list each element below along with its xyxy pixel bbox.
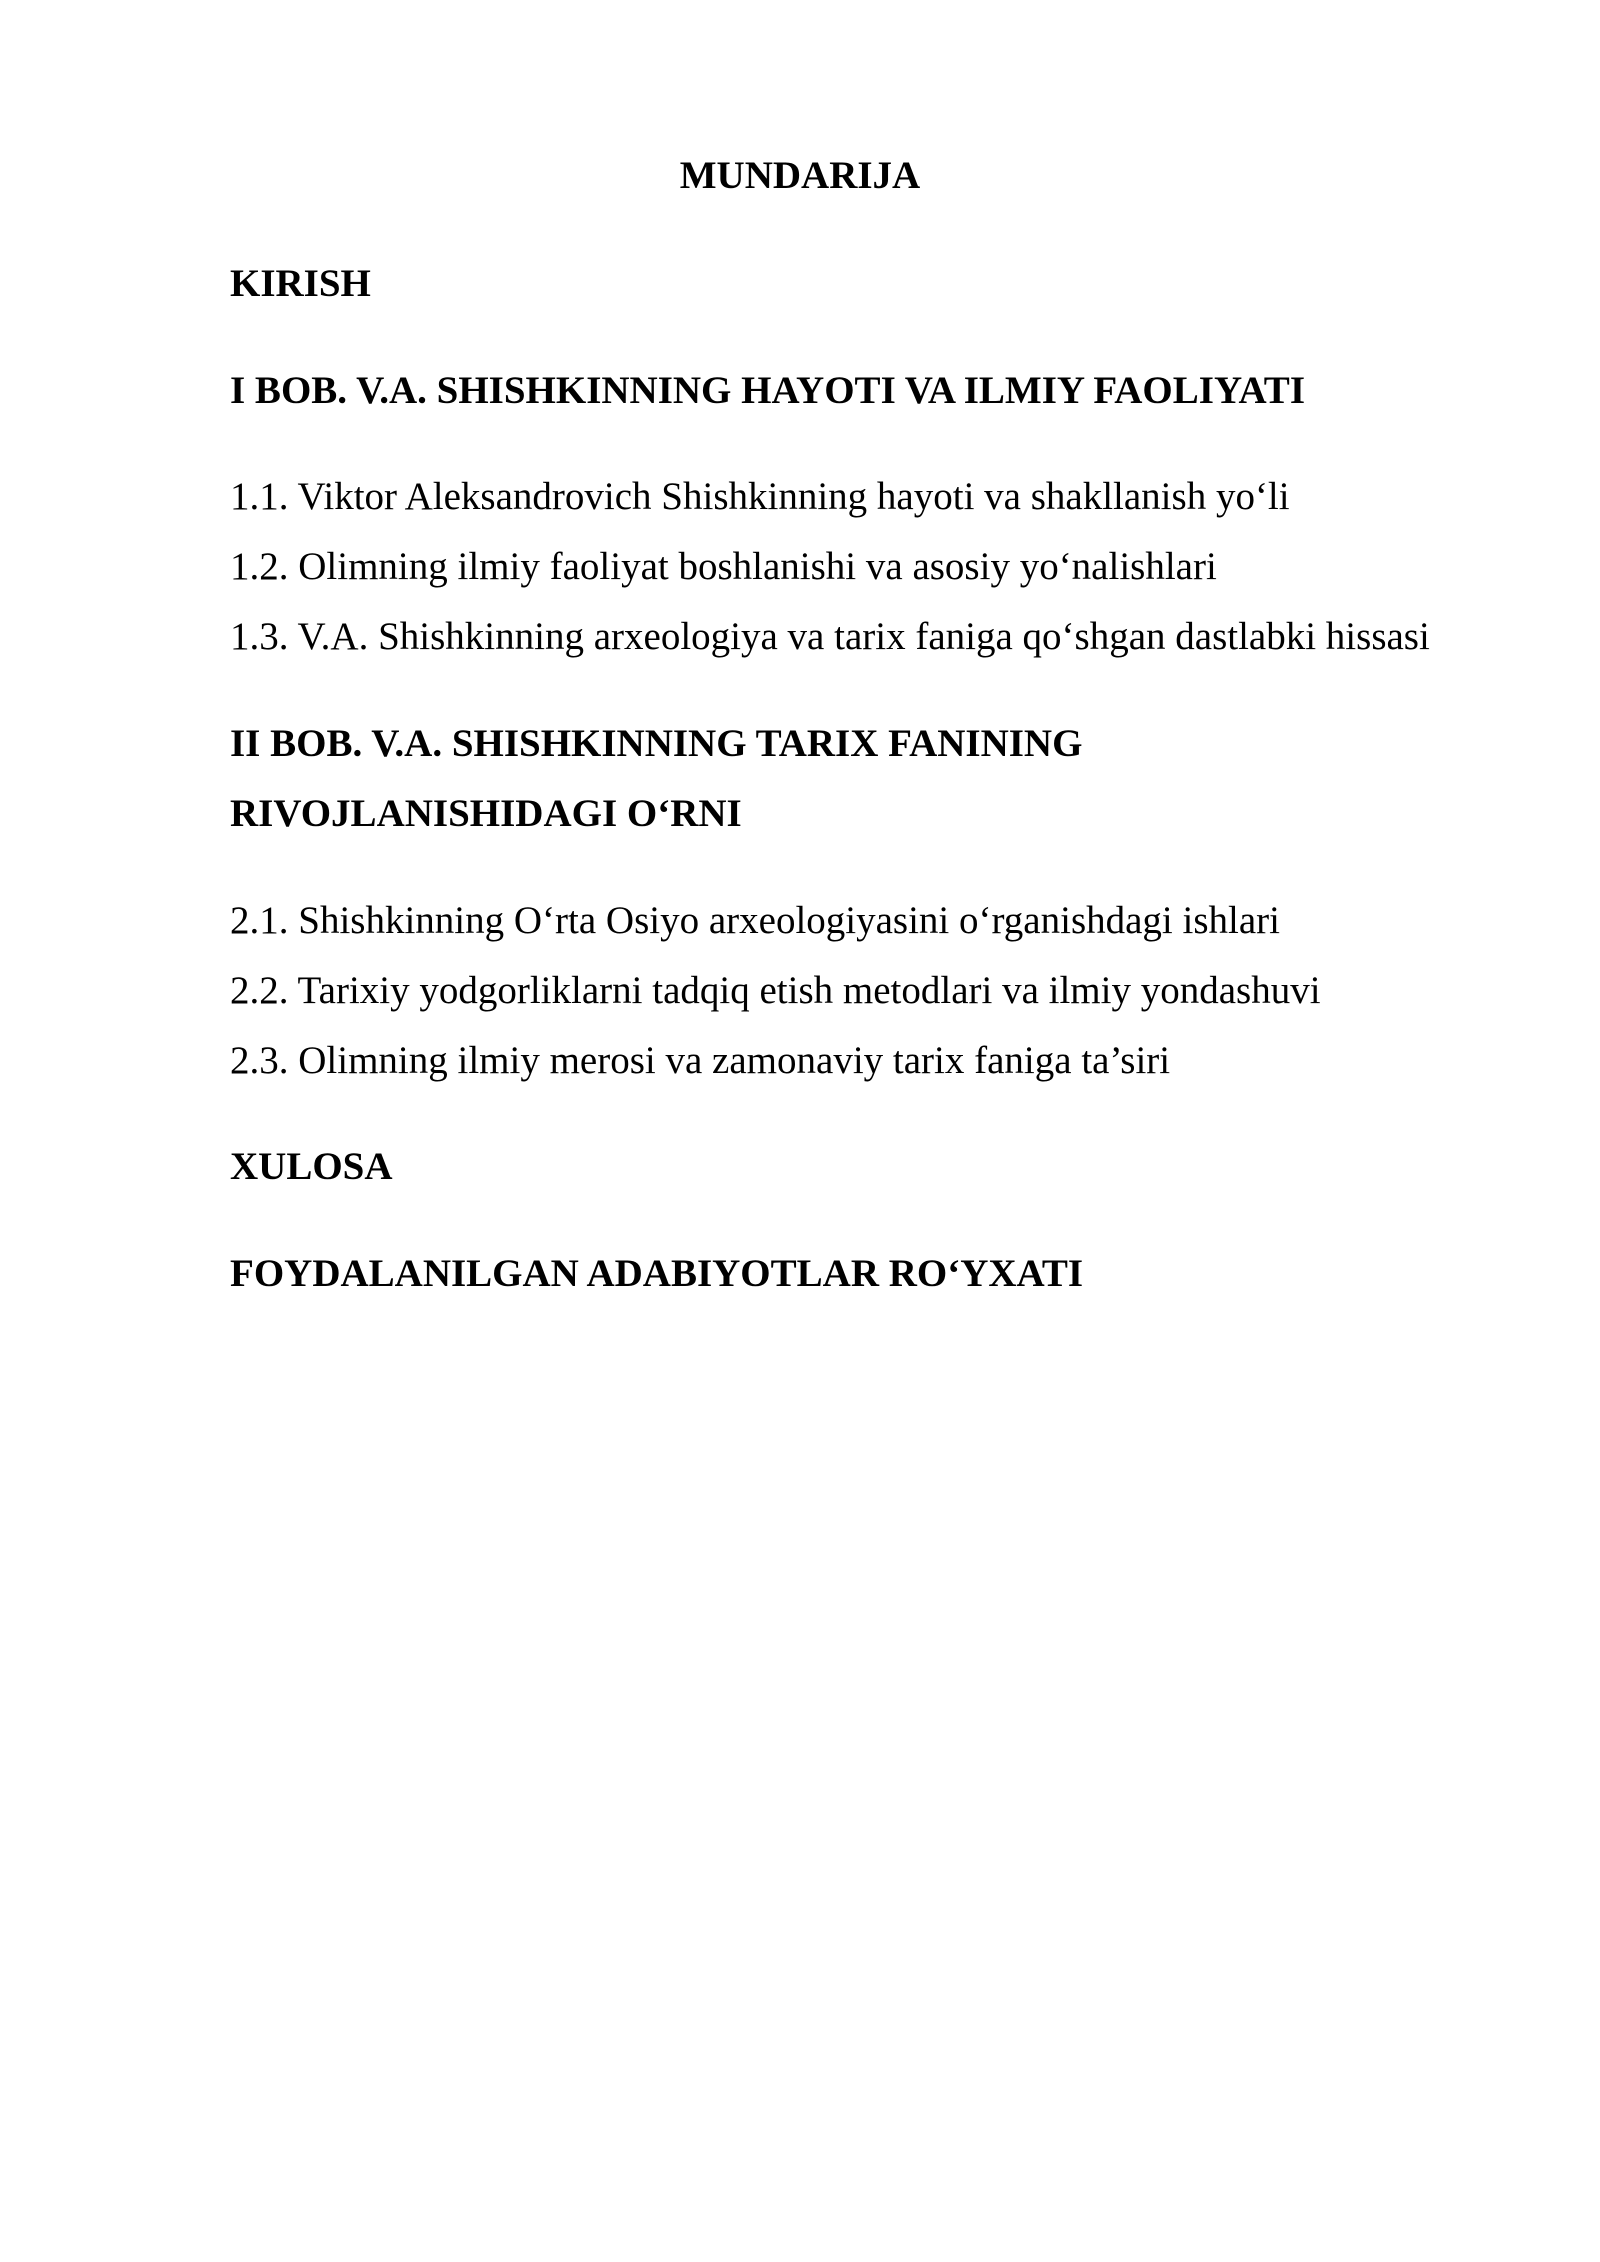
chapter1-heading: I BOB. V.A. SHISHKINNING HAYOTI VA ILMIY FAOLIYATI [230, 369, 1305, 412]
chapter2-item-2: 2.2. Tarixiy yodgorliklarni tadqiq etish metodlari va ilmiy yondashuvi [230, 969, 1321, 1012]
section-intro: KIRISH [230, 262, 371, 305]
section-conclusion: XULOSA [230, 1145, 393, 1188]
section-references: FOYDALANILGAN ADABIYOTLAR RO‘YXATI [230, 1252, 1084, 1295]
chapter2-heading-line2: RIVOJLANISHIDAGI O‘RNI [230, 792, 742, 835]
chapter2-item-3: 2.3. Olimning ilmiy merosi va zamonaviy tarix faniga ta’siri [230, 1039, 1171, 1082]
chapter1-item-1: 1.1. Viktor Aleksandrovich Shishkinning hayoti va shakllanish yo‘li [230, 475, 1290, 518]
chapter2-heading-line1: II BOB. V.A. SHISHKINNING TARIX FANINING [230, 722, 1083, 765]
chapter1-item-3: 1.3. V.A. Shishkinning arxeologiya va tarix faniga qo‘shgan dastlabki hissasi [230, 615, 1430, 658]
chapter1-item-2: 1.2. Olimning ilmiy faoliyat boshlanishi va asosiy yo‘nalishlari [230, 545, 1217, 588]
toc-title: MUNDARIJA [679, 154, 921, 197]
chapter2-item-1: 2.1. Shishkinning O‘rta Osiyo arxeologiyasini o‘rganishdagi ishlari [230, 899, 1280, 942]
